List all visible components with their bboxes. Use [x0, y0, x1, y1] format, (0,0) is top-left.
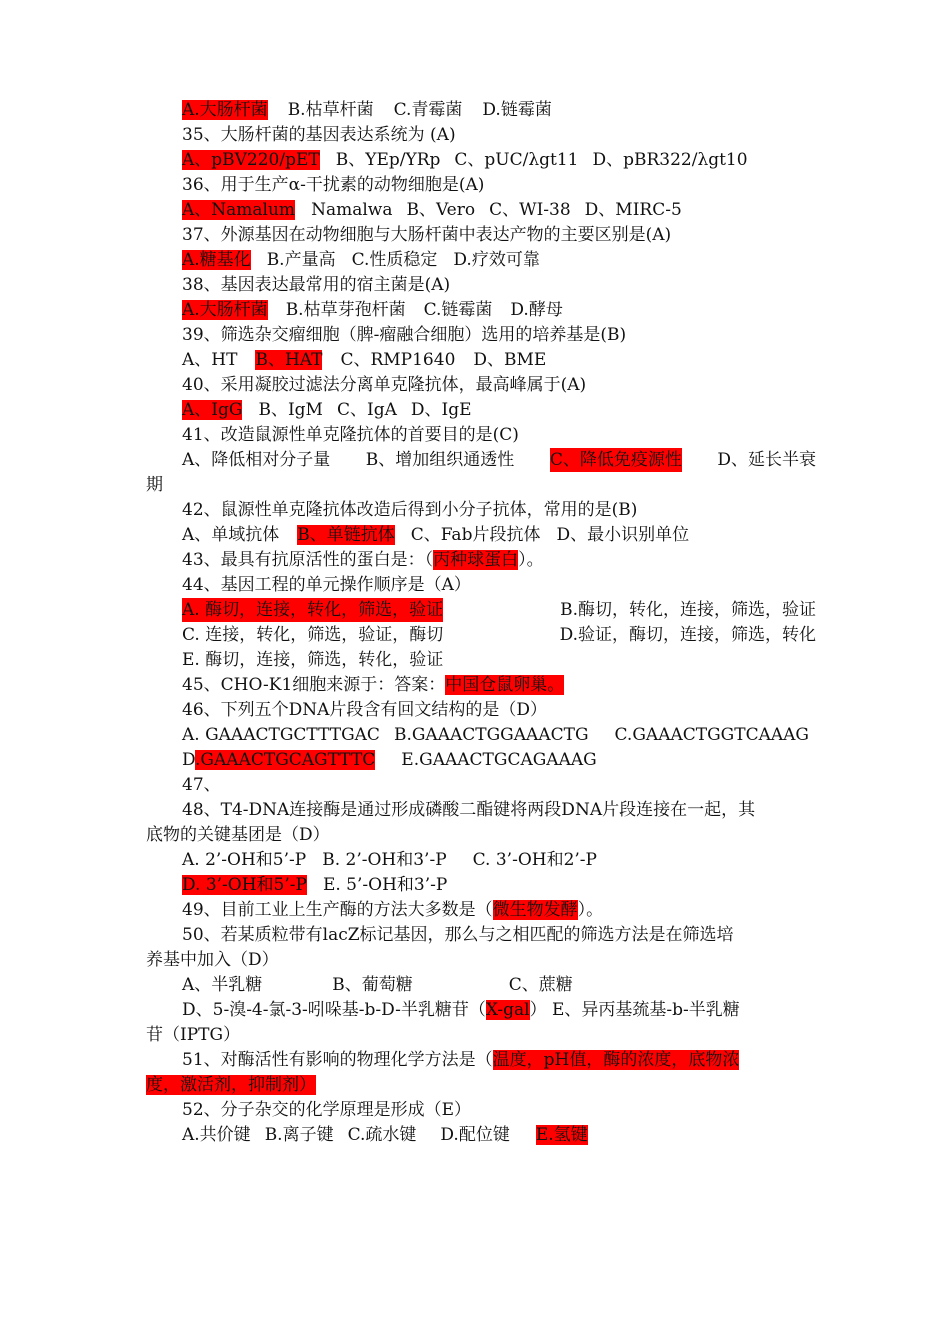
options-38: A.大肠杆菌 B.枯草芽孢杆菌 C.链霉菌 D.酵母	[182, 300, 563, 320]
answer-highlight: 丙种球蛋白	[433, 550, 519, 570]
options-41-wrap: 期	[146, 475, 163, 495]
question-41: 41、改造鼠源性单克隆抗体的首要目的是(C)	[182, 425, 519, 445]
answer-highlight: C、降低免疫源性	[549, 450, 682, 470]
answer-highlight: E.氢键	[535, 1125, 588, 1145]
question-37: 37、外源基因在动物细胞与大肠杆菌中表达产物的主要区别是(A)	[182, 225, 672, 245]
answer-highlight: .GAAACTGCAGTTTC	[195, 750, 376, 770]
options-46-abc: A. GAAACTGCTTTGAC B.GAAACTGGAAACTG C.GAAACTGGTCAAAG	[182, 725, 810, 745]
options-48-de: D. 3’-OH和5’-P E. 5’-OH和3’-P	[182, 875, 448, 895]
answer-highlight: A. 酶切，连接，转化，筛选，验证	[182, 600, 444, 620]
question-36: 36、用于生产α-干扰素的动物细胞是(A)	[182, 175, 485, 195]
answer-highlight: A.大肠杆菌	[182, 100, 268, 120]
options-44-e: E. 酶切，连接，筛选，转化，验证	[182, 650, 444, 670]
answer-highlight: A、Namalum	[182, 200, 296, 220]
question-50: 50、若某质粒带有lacZ标记基因，那么与之相匹配的筛选方法是在筛选培	[182, 925, 734, 945]
options-42: A、单域抗体 B、单链抗体 C、Fab片段抗体 D、最小识别单位	[182, 525, 690, 545]
answer-highlight: A、pBV220/pET	[182, 150, 320, 170]
answer-highlight: D. 3’-OH和5’-P	[182, 875, 307, 895]
question-42: 42、鼠源性单克隆抗体改造后得到小分子抗体，常用的是(B)	[182, 500, 638, 520]
options-50-abc: A、半乳糖 B、葡萄糖 C、蔗糖	[182, 975, 573, 995]
question-40: 40、采用凝胶过滤法分离单克隆抗体，最高峰属于(A)	[182, 375, 587, 395]
question-38: 38、基因表达最常用的宿主菌是(A)	[182, 275, 451, 295]
answer-highlight: 中国仓鼠卵巢。	[445, 675, 565, 695]
answer-highlight: 微生物发酵	[492, 900, 578, 920]
question-35: 35、大肠杆菌的基因表达系统为 (A)	[182, 125, 456, 145]
options-37: A.糖基化 B.产量高 C.性质稳定 D.疗效可靠	[182, 250, 540, 270]
options-40: A、IgG B、IgM C、IgA D、IgE	[182, 400, 472, 420]
answer-highlight: 度，激活剂，抑制剂）	[146, 1075, 316, 1095]
answer-highlight: A.大肠杆菌	[182, 300, 268, 320]
options-46-de: D.GAAACTGCAGTTTC E.GAAACTGCAGAAAG	[182, 750, 597, 770]
answer-highlight: X-gal	[485, 1000, 530, 1020]
question-47: 47、	[182, 775, 221, 795]
options-39: A、HT B、HAT C、RMP1640 D、BME	[182, 350, 547, 370]
options-34: A.大肠杆菌 B.枯草杆菌 C.青霉菌 D.链霉菌	[182, 100, 552, 120]
answer-highlight: B、单链抗体	[297, 525, 395, 545]
question-39: 39、筛选杂交瘤细胞（脾-瘤融合细胞）选用的培养基是(B)	[182, 325, 627, 345]
answer-highlight: A.糖基化	[182, 250, 251, 270]
question-44: 44、基因工程的单元操作顺序是（A）	[182, 575, 471, 595]
answer-highlight: A、IgG	[182, 400, 243, 420]
answer-highlight: 温度，pH值，酶的浓度，底物浓	[492, 1050, 740, 1070]
question-51: 51、对酶活性有影响的物理化学方法是（温度，pH值，酶的浓度，底物浓	[182, 1050, 740, 1070]
question-46: 46、下列五个DNA片段含有回文结构的是（D）	[182, 700, 548, 720]
question-45: 45、CHO-K1细胞来源于：答案：中国仓鼠卵巢。	[182, 675, 565, 695]
answer-highlight: B、HAT	[255, 350, 323, 370]
options-48-abc: A. 2’-OH和5’-P B. 2’-OH和3’-P C. 3’-OH和2’-P	[182, 850, 597, 870]
question-43: 43、最具有抗原活性的蛋白是：（丙种球蛋白）。	[182, 550, 544, 570]
options-50-de: D、5-溴-4-氯-3-吲哚基-b-D-半乳糖苷（X-gal） E、异丙基巯基-b-半乳糖	[182, 1000, 740, 1020]
question-52: 52、分子杂交的化学原理是形成（E）	[182, 1100, 472, 1120]
options-35: A、pBV220/pET B、YEp/YRp C、pUC/λgt11 D、pBR322/λgt10	[182, 150, 748, 170]
question-51-wrap	[146, 1073, 816, 1097]
options-36: A、Namalum Namalwa B、Vero C、WI-38 D、MIRC-5	[182, 200, 682, 220]
question-48: 48、T4-DNA连接酶是通过形成磷酸二酯键将两段DNA片段连接在一起，其	[182, 800, 756, 820]
question-50-wrap: 养基中加入（D）	[146, 950, 279, 970]
options-52: A.共价键 B.离子键 C.疏水键 D.配位键 E.氢键	[182, 1125, 588, 1145]
options-41: A、降低相对分子量 B、增加组织通透性 C、降低免疫源性 D、延长半衰	[182, 450, 816, 470]
question-49: 49、目前工业上生产酶的方法大多数是（微生物发酵）。	[182, 900, 604, 920]
question-48-wrap: 底物的关键基团是（D）	[146, 825, 330, 845]
options-50-wrap: 苷（IPTG）	[146, 1025, 241, 1045]
options-44-ab: A. 酶切，连接，转化，筛选，验证 B.酶切，转化，连接，筛选，验证	[182, 600, 816, 620]
options-44-cd: C. 连接，转化，筛选，验证，酶切 D.验证，酶切，连接，筛选，转化	[182, 625, 816, 645]
